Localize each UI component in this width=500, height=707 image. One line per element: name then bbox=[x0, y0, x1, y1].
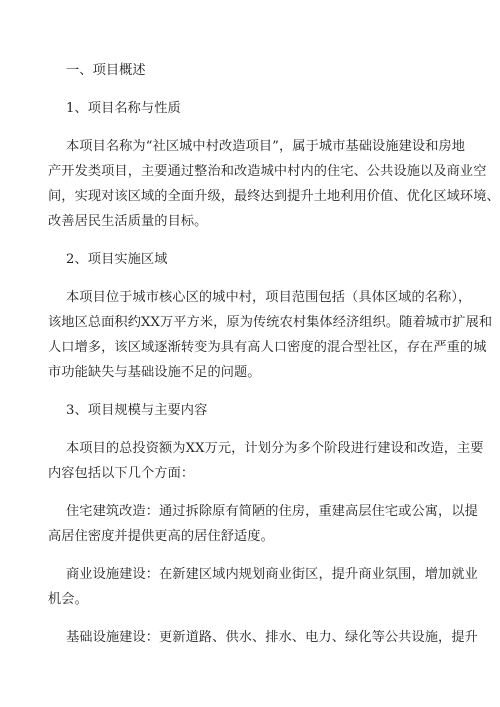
paragraph-line: 本项目位于城市核心区的城中村，项目范围包括（具体区域的名称）， bbox=[66, 290, 472, 305]
paragraph-line: 本项目的总投资额为XX万元，计划分为多个阶段进行建设和改造，主要 bbox=[66, 441, 484, 456]
section-title: 一、项目概述 bbox=[66, 63, 146, 78]
paragraph-line: 市功能缺失与基础设施不足的问题。 bbox=[48, 365, 261, 380]
subheading-name-nature: 1、项目名称与性质 bbox=[66, 101, 181, 116]
paragraph-line: 产开发类项目，主要通过整治和改造城中村内的住宅、公共设施以及商业空 bbox=[48, 164, 487, 179]
paragraph-line: 本项目名称为“社区城中村改造项目”，属于城市基础设施建设和房地 bbox=[66, 139, 466, 154]
paragraph-line: 商业设施建设：在新建区域内规划商业街区，提升商业氛围，增加就业 bbox=[66, 567, 478, 582]
paragraph-line: 间，实现对该区域的全面升级，最终达到提升土地利用价值、优化区域环境、 bbox=[48, 189, 500, 204]
paragraph-scale-content bbox=[48, 436, 484, 486]
paragraph-line: 内容包括以下几个方面： bbox=[48, 466, 195, 481]
paragraph-name-nature bbox=[48, 134, 500, 234]
subheading-scale-content: 3、项目规模与主要内容 bbox=[66, 403, 208, 418]
paragraph-line: 基础设施建设：更新道路、供水、排水、电力、绿化等公共设施，提升 bbox=[66, 630, 478, 645]
paragraph-line: 人口增多，该区域逐渐转变为具有高人口密度的混合型社区，存在严重的城 bbox=[48, 340, 487, 355]
subheading-area: 2、项目实施区域 bbox=[66, 252, 168, 267]
paragraph-line: 高居住密度并提供更高的居住舒适度。 bbox=[48, 529, 274, 544]
paragraph-area bbox=[48, 285, 493, 385]
paragraph-line: 机会。 bbox=[48, 592, 88, 607]
paragraph-line: 该地区总面积约XX万平方米，原为传统农村集体经济组织。随着城市扩展和 bbox=[48, 315, 493, 330]
list-item-infrastructure bbox=[60, 625, 478, 650]
paragraph-line: 住宅建筑改造：通过拆除原有简陋的住房，重建高层住宅或公寓，以提 bbox=[66, 504, 478, 519]
paragraph-line: 改善居民生活质量的目标。 bbox=[48, 214, 208, 229]
list-item-commercial bbox=[48, 562, 478, 612]
list-item-housing bbox=[48, 499, 478, 549]
